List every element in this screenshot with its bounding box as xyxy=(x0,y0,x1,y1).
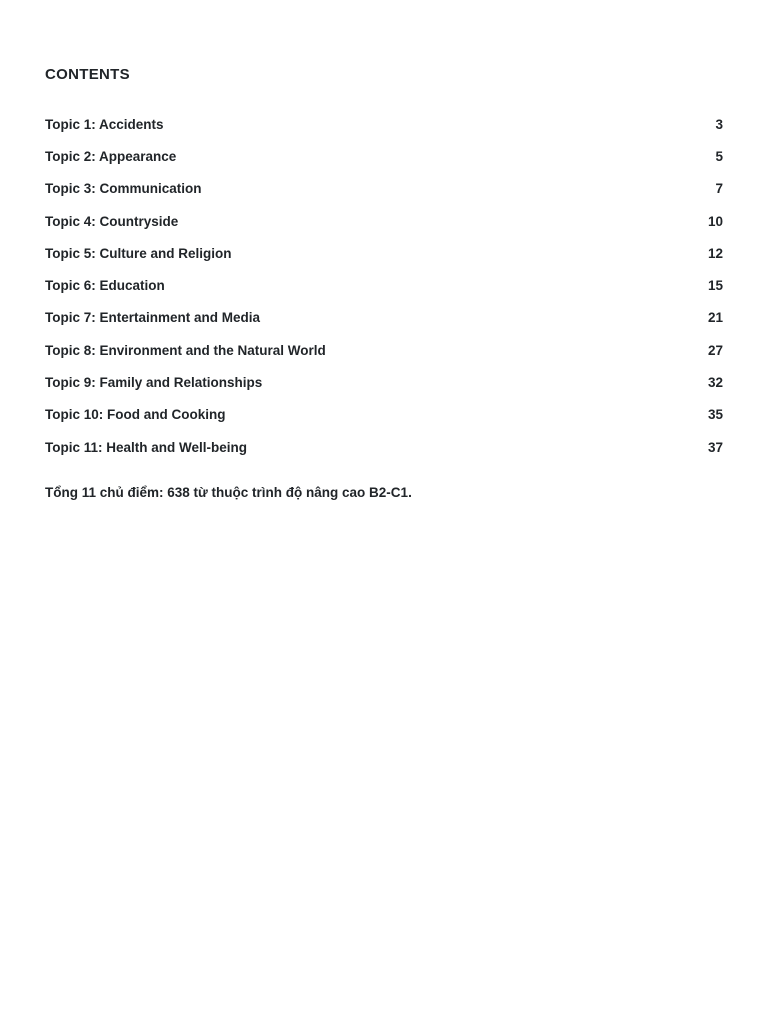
toc-entry xyxy=(45,366,723,398)
toc-entry xyxy=(45,399,723,431)
toc-entry-label: Topic 3: Communication xyxy=(45,181,202,197)
toc-entry xyxy=(45,205,723,237)
toc-entry xyxy=(45,237,723,269)
toc-entry xyxy=(45,302,723,334)
toc-entry xyxy=(45,334,723,366)
toc-entry xyxy=(45,108,723,140)
summary-text: Tổng 11 chủ điểm: 638 từ thuộc trình độ nâng cao B2-C1. xyxy=(45,485,412,501)
toc-entry-label: Topic 7: Entertainment and Media xyxy=(45,310,261,326)
toc-entry-page: 12 xyxy=(707,245,723,261)
toc-entry-label: Topic 5: Culture and Religion xyxy=(45,245,232,261)
toc-entry-label: Topic 8: Environment and the Natural World xyxy=(45,342,326,358)
toc-entry xyxy=(45,431,723,463)
toc-entry-label: Topic 6: Education xyxy=(45,278,165,294)
toc-entry-label: Topic 4: Countryside xyxy=(45,213,179,229)
toc-entry xyxy=(45,140,723,172)
toc-entry-page: 5 xyxy=(715,148,723,164)
toc-entry-page: 3 xyxy=(715,116,723,132)
toc-entry-page: 27 xyxy=(707,342,723,358)
toc-entry-page: 15 xyxy=(707,278,723,294)
toc-entry xyxy=(45,269,723,301)
table-of-contents xyxy=(45,108,723,463)
toc-entry-label: Topic 11: Health and Well-being xyxy=(45,439,248,455)
toc-entry-label: Topic 9: Family and Relationships xyxy=(45,375,263,391)
toc-entry-page: 21 xyxy=(707,310,723,326)
toc-entry-page: 35 xyxy=(707,407,723,423)
toc-entry-page: 7 xyxy=(715,181,723,197)
toc-entry-page: 32 xyxy=(707,375,723,391)
toc-entry xyxy=(45,173,723,205)
page-title: CONTENTS xyxy=(45,66,130,83)
toc-entry-page: 37 xyxy=(707,439,723,455)
toc-entry-label: Topic 1: Accidents xyxy=(45,116,164,132)
toc-entry-label: Topic 10: Food and Cooking xyxy=(45,407,226,423)
toc-entry-page: 10 xyxy=(707,213,723,229)
toc-entry-label: Topic 2: Appearance xyxy=(45,148,177,164)
